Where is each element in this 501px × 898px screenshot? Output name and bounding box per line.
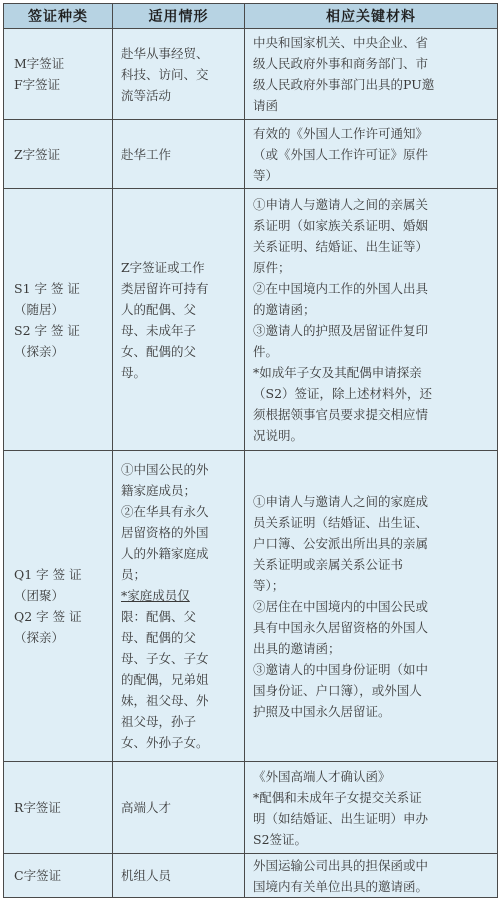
situation-line: 祖父母，孙子 — [121, 714, 197, 729]
visa-type-line: Q2 字 签 证 — [14, 609, 82, 624]
situation-line: 人的外籍家庭成 — [121, 546, 209, 561]
materials-line: 系证明（如家族关系证明、婚姻 — [253, 217, 429, 233]
materials-line: 级人民政府外事和商务部门、市 — [253, 56, 429, 71]
visa-type-cell — [4, 854, 113, 898]
visa-type-line: Q1 字 签 证 — [14, 567, 82, 582]
visa-type-line: S1 字 签 证 — [14, 280, 80, 296]
situation-line: 赴华工作 — [121, 146, 172, 162]
table-row — [4, 189, 498, 451]
visa-type-line: R字签证 — [14, 800, 61, 815]
materials-line: 关系证明或亲属关系公证书 — [253, 556, 404, 572]
materials-line: 关系证明、结婚证、出生证等） — [253, 238, 429, 254]
materials-line: 的邀请函； — [253, 301, 316, 317]
materials-line: 户口簿、公安派出所出具的亲属 — [253, 535, 429, 551]
materials-line: S2签证。 — [253, 831, 308, 847]
materials-line: 具有中国永久居留资格的外国人 — [253, 619, 429, 635]
materials-line: 护照及中国永久居留证。 — [253, 703, 391, 719]
situation-cell — [113, 854, 245, 898]
visa-type-cell — [4, 451, 113, 762]
visa-type-line: M字签证 — [14, 56, 65, 71]
header-applicable-situation: 适用情形 — [113, 4, 245, 29]
situation-line: 机组人员 — [121, 868, 172, 883]
materials-line: 须根据领事官员要求提交相应情 — [253, 406, 429, 422]
situation-line-underlined: *家庭成员仅 — [121, 588, 190, 603]
situation-line: 母、子女、子女 — [121, 651, 209, 666]
materials-line: 原件； — [253, 259, 291, 275]
visa-type-line: （探亲） — [14, 343, 65, 359]
situation-line: 赴华从事经贸、 — [121, 45, 209, 61]
header-visa-type: 签证种类 — [4, 4, 113, 29]
materials-line: 级人民政府外事部门出具的PU邀 — [253, 77, 435, 92]
visa-type-line: F字签证 — [14, 77, 61, 92]
materials-line: 国境内有关单位出具的邀请函。 — [253, 878, 429, 894]
visa-type-line: Z字签证 — [14, 146, 61, 162]
materials-line: 等）； — [253, 577, 285, 593]
materials-line: 国身份证、户口簿），或外国人 — [253, 682, 422, 698]
visa-type-line: （团聚） — [14, 588, 65, 603]
situation-line: 居留资格的外国 — [121, 525, 209, 540]
materials-line: 请函 — [253, 98, 279, 113]
situation-line: 员； — [121, 567, 147, 582]
situation-cell — [113, 451, 245, 762]
situation-line: Z字签证或工作 — [121, 259, 205, 275]
materials-line: 出具的邀请函； — [253, 640, 341, 656]
visa-type-cell — [4, 189, 113, 451]
materials-line: 况说明。 — [253, 427, 304, 443]
materials-line: ②在中国境内工作的外国人出具 — [253, 280, 429, 296]
materials-cell — [245, 29, 498, 120]
materials-line: *如成年子女及其配偶申请探亲 — [253, 364, 422, 380]
situation-line: ①中国公民的外 — [121, 462, 209, 477]
materials-line: 中央和国家机关、中央企业、省 — [253, 35, 429, 50]
situation-line: 类居留许可持有 — [121, 280, 209, 296]
situation-line: 籍家庭成员； — [121, 483, 197, 498]
header-key-materials: 相应关键材料 — [245, 4, 498, 29]
visa-type-line: （随居） — [14, 301, 65, 317]
materials-line: （或《外国人工作许可证》原件 — [253, 146, 429, 162]
materials-line: 明（如结婚证、出生证明）申办 — [253, 810, 429, 826]
materials-line: ②居住在中国境内的中国公民或 — [253, 598, 429, 614]
visa-requirements-table — [3, 3, 498, 898]
materials-line: ①申请人与邀请人之间的家庭成 — [253, 493, 429, 509]
situation-line: ②在华具有永久 — [121, 504, 209, 519]
table-header-row — [4, 4, 498, 29]
situation-line: 科技、访问、交 — [121, 66, 209, 82]
situation-line: 女、配偶的父 — [121, 343, 197, 359]
materials-line: 员关系证明（结婚证、出生证、 — [253, 514, 429, 530]
table-row — [4, 120, 498, 189]
situation-line: 女、外孙子女。 — [121, 735, 209, 750]
situation-line: 妹，祖父母、外 — [121, 693, 209, 708]
situation-line: 限：配偶、父 — [121, 609, 197, 624]
materials-cell — [245, 854, 498, 898]
table-row — [4, 854, 498, 898]
situation-cell — [113, 29, 245, 120]
materials-line: ③邀请人的护照及居留证件复印 — [253, 322, 429, 338]
situation-line: 的配偶，兄弟姐 — [121, 672, 209, 687]
materials-line: 等） — [253, 167, 279, 183]
visa-type-cell — [4, 29, 113, 120]
situation-line: 母、未成年子 — [121, 322, 197, 338]
materials-line: ①申请人与邀请人之间的亲属关 — [253, 196, 429, 212]
materials-cell — [245, 189, 498, 451]
table-row — [4, 451, 498, 762]
situation-line: 母、配偶的父 — [121, 630, 197, 645]
situation-line: 母。 — [121, 364, 147, 380]
situation-line: 高端人才 — [121, 800, 172, 815]
materials-line: 件。 — [253, 343, 279, 359]
table-row — [4, 762, 498, 854]
materials-line: ③邀请人的中国身份证明（如中 — [253, 661, 429, 677]
visa-type-cell — [4, 762, 113, 854]
materials-line: *配偶和未成年子女提交关系证 — [253, 789, 422, 805]
visa-type-line: C字签证 — [14, 868, 62, 883]
materials-line: 外国运输公司出具的担保函或中 — [253, 857, 429, 873]
situation-cell — [113, 120, 245, 189]
situation-line: 流等活动 — [121, 87, 172, 103]
materials-line: 《外国高端人才确认函》 — [253, 768, 391, 784]
visa-type-line: （探亲） — [14, 630, 65, 645]
situation-cell — [113, 762, 245, 854]
materials-cell — [245, 120, 498, 189]
table-row — [4, 29, 498, 120]
materials-line: （S2）签证，除上述材料外，还 — [253, 385, 433, 401]
materials-cell — [245, 762, 498, 854]
materials-cell — [245, 451, 498, 762]
visa-type-cell — [4, 120, 113, 189]
situation-line: 人的配偶、父 — [121, 301, 197, 317]
situation-cell — [113, 189, 245, 451]
materials-line: 有效的《外国人工作许可通知》 — [253, 125, 429, 141]
visa-type-line: S2 字 签 证 — [14, 322, 80, 338]
